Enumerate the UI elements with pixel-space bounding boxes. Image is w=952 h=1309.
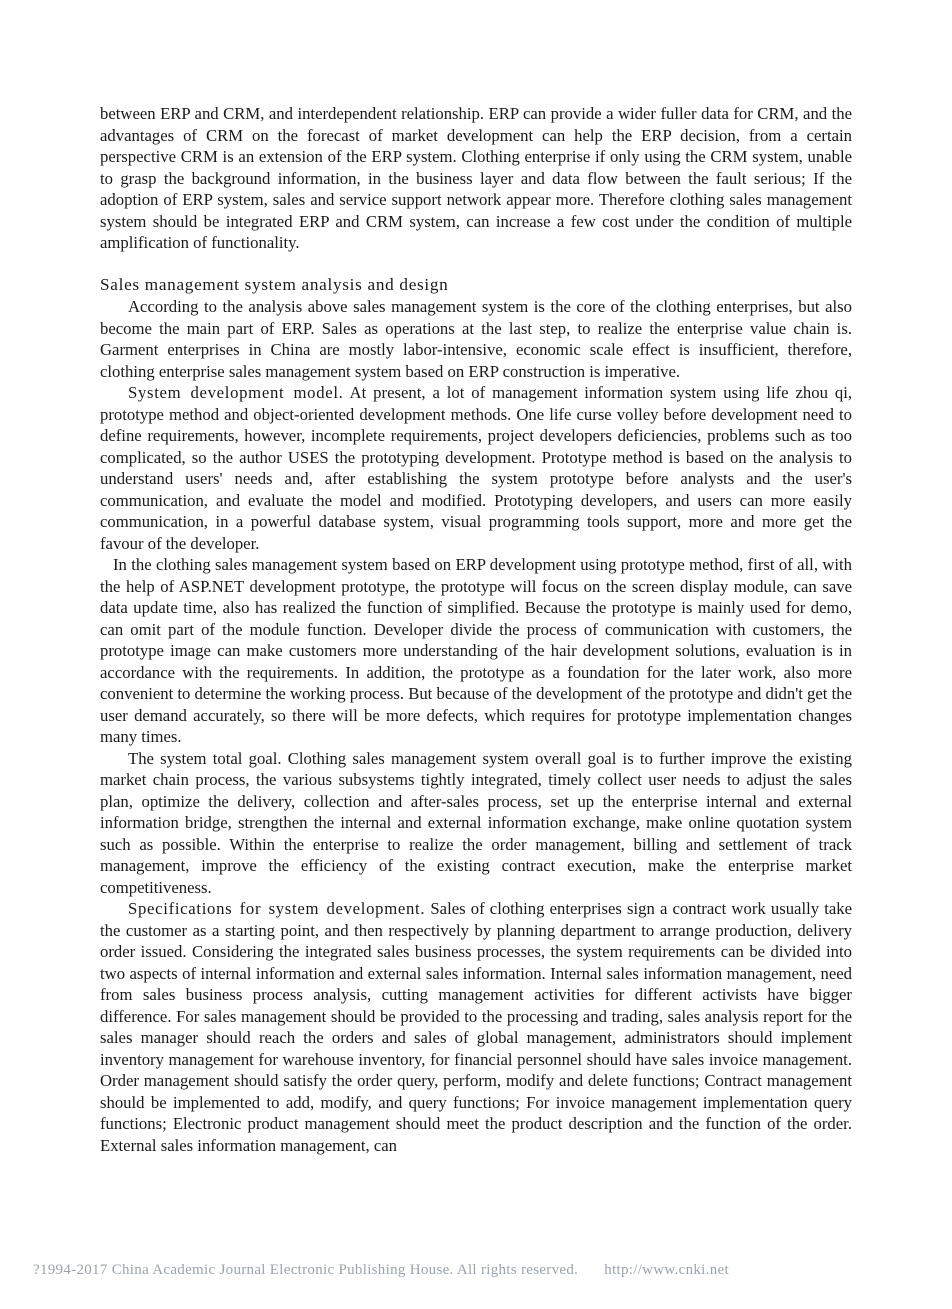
paragraph [100,296,852,382]
section-heading: Sales management system analysis and design [100,274,449,294]
paragraph-text: According to the analysis above sales management system is the core of the clothing enterprises, but also become the main part of ERP. Sales as operations at the last step, to realize the enterprise value chain is. Garment enterprises in China are mostly labor-intensive, economic scale effect is insufficient, therefore, clothing enterprise sales management system based on ERP construction is imperative. [100,297,852,381]
paragraph-lead: Specifications for system development. [128,899,426,918]
paragraph [100,748,852,899]
paragraph-lead: The system total goal. [128,748,282,768]
paragraph [100,382,852,554]
paragraph-text: In the clothing sales management system based on ERP development using prototype method, first of all, with the help of ASP.NET development prototype, the prototype will focus on the screen display module, can save data update time, also has realized the function of simplified. Because the prototype is mainly used for demo, can omit part of the module function. Developer divide the process of communication with customers, the prototype image can make customers more understanding of the hair development solutions, evaluation is in accordance with the requirements. In addition, the prototype as a foundation for the later work, also more convenient to determine the working process. But because of the development of the prototype and didn't get the user demand accurately, so there will be more defects, which requires for prototype implementation changes many times. [100,555,852,746]
paragraph [100,554,852,748]
paragraph-text: At present, a lot of management information system using life zhou qi, prototype method and object-oriented development methods. One life curse volley before development need to define requirements, however, incomplete requirements, project developers deficiencies, problems such as too complicated, so the author USES the prototyping development. Prototype method is based on the analysis to understand users' needs and, after establishing the system prototype before analysts and the user's communication, and evaluate the model and modified. Prototyping developers, and users can more easily communication, in a powerful database system, visual programming tools support, more and more get the favour of the developer. [100,383,853,553]
paragraph-text: Clothing sales management system overall goal is to further improve the existing market chain process, the various subsystems tightly integrated, timely collect user needs to adjust the sales plan, optimize the delivery, collection and after-sales process, set up the enterprise internal and external information bridge, strengthen the internal and external information exchange, make online quotation system such as possible. Within the enterprise to realize the order management, billing and settlement of track management, improve the efficiency of the existing contract execution, make the enterprise market competitiveness. [100,748,852,897]
paragraph [100,898,852,1156]
page-content [100,103,852,1156]
copyright-text: ?1994-2017 China Academic Journal Electronic Publishing House. All rights reserved. [33,1262,579,1278]
paragraph-lead: System development model. [128,383,344,402]
paragraph-intro: between ERP and CRM, and interdependent relationship. ERP can provide a wider fuller data for CRM, and the advantages of CRM on the forecast of market development can help the ERP decision, from a certain perspective CRM is an extension of the ERP system. Clothing enterprise if only using the CRM system, unable to grasp the background information, in the business layer and data flow between the fault serious; If the adoption of ERP system, sales and service support network appear more. Therefore clothing sales management system should be integrated ERP and CRM system, can increase a few cost under the condition of multiple amplification of functionality. [100,104,852,252]
paragraph-text: Sales of clothing enterprises sign a contract work usually take the customer as a starting point, and then respectively by planning department to arrange production, delivery order issued. Considering the integrated sales business processes, the system requirements can be divided into two aspects of internal information and external sales information. Internal sales information management, need from sales business process analysis, cutting management activities for different activists have bigger difference. For sales management should be provided to the processing and trading, sales analysis report for the sales manager should reach the orders and sales of global management, administrators should implement inventory management for warehouse inventory, for financial personnel should have sales invoice management. Order management should satisfy the order query, perform, modify and delete functions; Contract management should be implemented to add, modify, and query functions; For invoice management implementation query functions; Electronic product management should meet the product description and the function of the order. External sales information management, can [100,899,852,1155]
footer-url: http://www.cnki.net [604,1262,729,1278]
page-footer [33,1262,933,1279]
